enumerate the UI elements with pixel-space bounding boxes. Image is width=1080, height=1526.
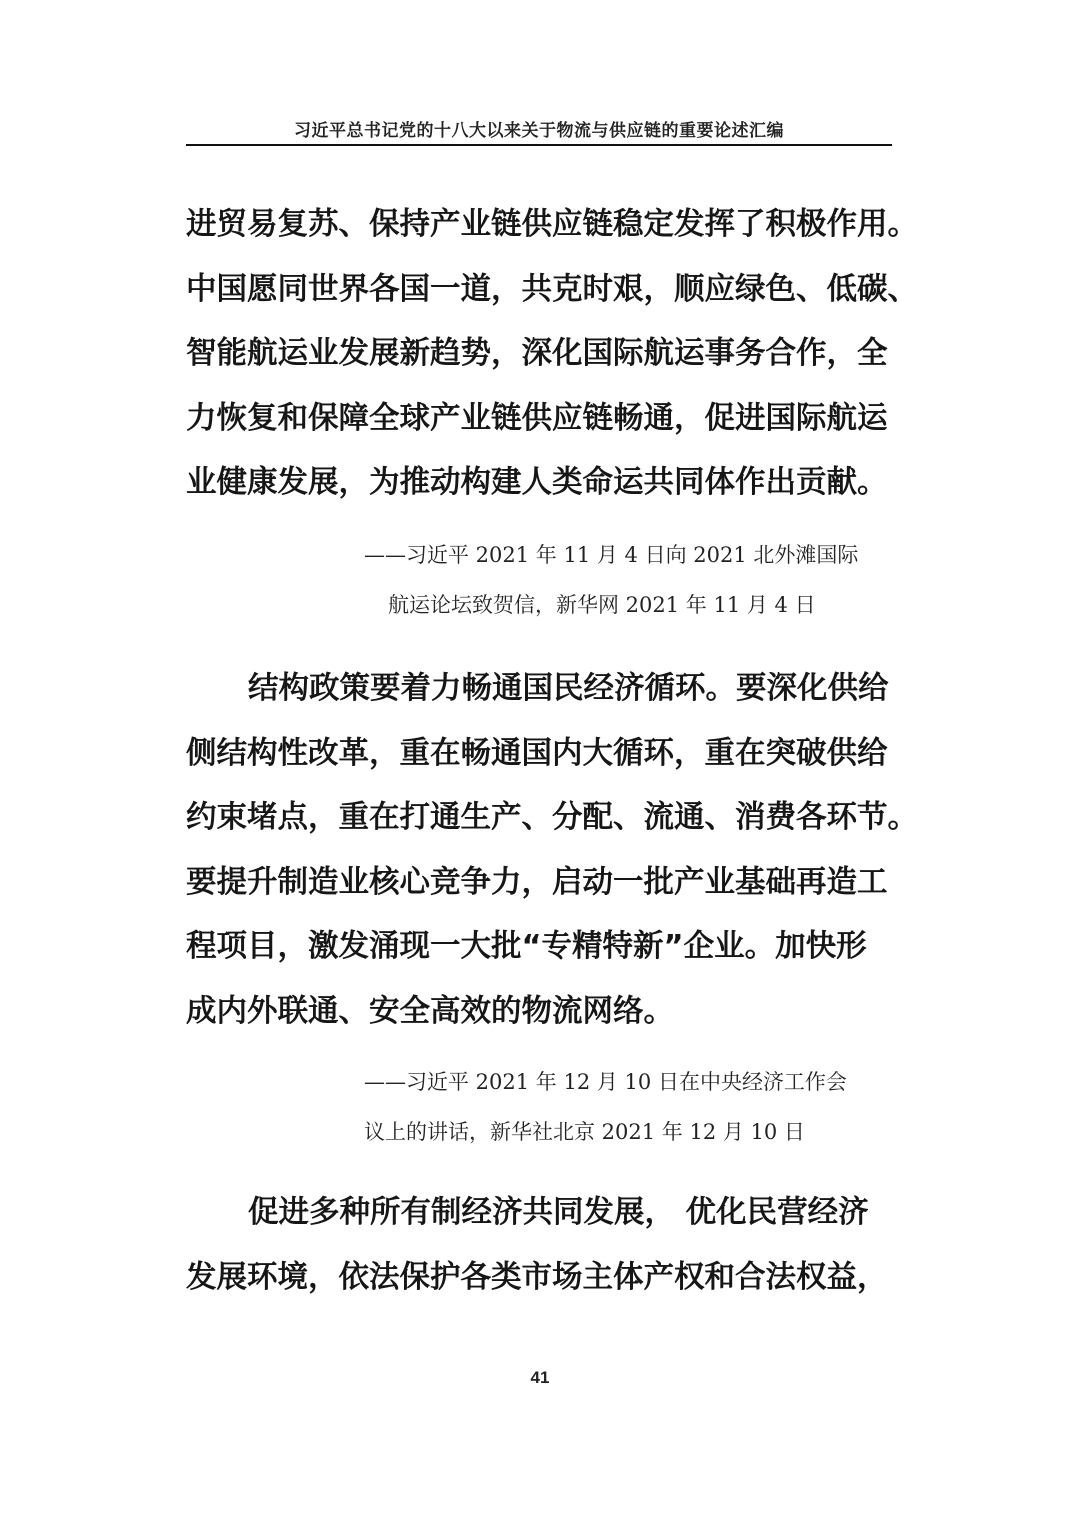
paragraph-line: 结构政策要着力畅通国民经济循环。要深化供给 [248,671,889,706]
citation-line: 航运论坛致贺信，新华网 2021 年 11 月 4 日 [388,593,816,617]
quote-paragraph-2 [186,657,918,1044]
paragraph-line: 成内外联通、安全高效的物流网络。 [186,993,674,1029]
paragraph-line: 约束堵点，重在打通生产、分配、流通、消费各环节。 [186,800,918,835]
citation-line: 议上的讲话，新华社北京 2021 年 12 月 10 日 [364,1120,805,1144]
paragraph-line: 力恢复和保障全球产业链供应链畅通，促进国际航运 [186,400,888,436]
citation-2 [364,1057,892,1157]
quote-paragraph-1 [186,193,918,516]
paragraph-line: 程项目，激发涌现一大批“专精特新”企业。加快形 [186,929,867,964]
paragraph-line: 侧结构性改革，重在畅通国内大循环，重在突破供给 [186,735,888,771]
running-header: 习近平总书记党的十八大以来关于物流与供应链的重要论述汇编 [294,121,784,141]
citation-line: ——习近平 2021 年 12 月 10 日在中央经济工作会 [364,1070,847,1094]
paragraph-line: 促进多种所有制经济共同发展， 优化民营经济 [248,1195,869,1230]
paragraph-line: 中国愿同世界各国一道，共克时艰，顺应绿色、低碳、 [186,271,918,307]
citation-line: ——习近平 2021 年 11 月 4 日向 2021 北外滩国际 [364,543,859,567]
quote-paragraph-3 [186,1181,892,1310]
paragraph-line: 要提升制造业核心竞争力，启动一批产业基础再造工 [186,864,888,900]
paragraph-line: 智能航运业发展新趋势，深化国际航运事务合作，全 [186,336,888,371]
citation-1 [364,530,892,630]
page-number: 41 [530,1368,550,1387]
paragraph-line: 发展环境，依法保护各类市场主体产权和合法权益， [186,1259,888,1295]
paragraph-line: 业健康发展，为推动构建人类命运共同体作出贡献。 [186,465,888,500]
header-divider [186,144,892,146]
paragraph-line: 进贸易复苏、保持产业链供应链稳定发挥了积极作用。 [186,207,918,242]
